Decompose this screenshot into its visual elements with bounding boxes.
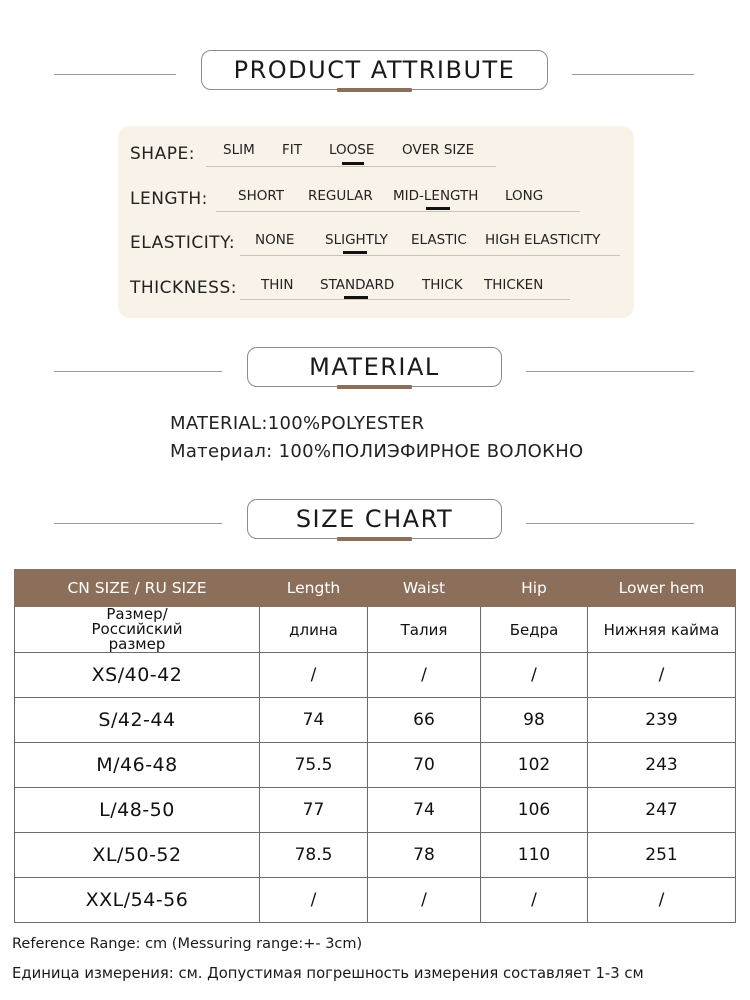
options-rule xyxy=(240,255,620,256)
table-cell: 243 xyxy=(588,743,736,788)
options-rule xyxy=(216,211,580,212)
attribute-row-length xyxy=(118,183,634,213)
attribute-option: NONE xyxy=(255,232,295,248)
table-cell: 74 xyxy=(260,698,368,743)
table-subheader-row xyxy=(15,607,736,653)
size-cell: M/46-48 xyxy=(15,743,260,788)
table-cell: / xyxy=(368,653,481,698)
attribute-label: THICKNESS: xyxy=(130,278,237,298)
header-rule-right xyxy=(526,523,694,524)
table-row xyxy=(15,878,736,923)
section-title-material: MATERIAL xyxy=(247,347,502,387)
header-rule-right xyxy=(572,74,694,75)
column-header: Hip xyxy=(481,570,588,607)
column-header: Waist xyxy=(368,570,481,607)
table-cell: / xyxy=(588,653,736,698)
reference-range-note: Reference Range: cm (Messuring range:+- 3cm) xyxy=(12,936,363,952)
table-cell: 110 xyxy=(481,833,588,878)
size-cell: XXL/54-56 xyxy=(15,878,260,923)
attribute-option: SLIM xyxy=(223,142,255,158)
column-subheader: Талия xyxy=(368,607,481,653)
attribute-row-thickness xyxy=(118,272,634,302)
table-cell: 78 xyxy=(368,833,481,878)
attribute-panel xyxy=(118,126,634,318)
table-row xyxy=(15,833,736,878)
header-rule-right xyxy=(526,371,694,372)
table-cell: 239 xyxy=(588,698,736,743)
size-cell: XS/40-42 xyxy=(15,653,260,698)
attribute-row-shape xyxy=(118,138,634,168)
attribute-option: SHORT xyxy=(238,188,284,204)
attribute-option: FIT xyxy=(282,142,302,158)
table-cell: / xyxy=(481,878,588,923)
table-cell: 106 xyxy=(481,788,588,833)
table-cell: 77 xyxy=(260,788,368,833)
section-title-attribute: PRODUCT ATTRIBUTE xyxy=(201,50,548,90)
material-ru: Материал: 100%ПОЛИЭФИРНОЕ ВОЛОКНО xyxy=(170,441,584,462)
table-cell: / xyxy=(260,653,368,698)
attribute-label: ELASTICITY: xyxy=(130,233,236,253)
table-cell: 251 xyxy=(588,833,736,878)
column-subheader-text: Размер/Российский размер xyxy=(91,605,183,653)
table-cell: 75.5 xyxy=(260,743,368,788)
attribute-option-selected: STANDARD xyxy=(320,277,395,293)
header-rule-left xyxy=(54,371,222,372)
header-accent-bar xyxy=(337,385,412,389)
size-cell: XL/50-52 xyxy=(15,833,260,878)
table-cell: 78.5 xyxy=(260,833,368,878)
options-rule xyxy=(240,299,570,300)
table-row xyxy=(15,743,736,788)
section-title-size-chart: SIZE CHART xyxy=(247,499,502,539)
selected-marker xyxy=(344,296,368,299)
attribute-option-selected: MID-LENGTH xyxy=(393,188,479,204)
section-header-size-chart xyxy=(0,493,750,553)
attribute-label: SHAPE: xyxy=(130,144,195,164)
column-subheader xyxy=(15,607,260,653)
table-cell: / xyxy=(481,653,588,698)
table-cell: / xyxy=(368,878,481,923)
attribute-option-selected: SLIGHTLY xyxy=(325,232,388,248)
attribute-option: LONG xyxy=(505,188,544,204)
table-cell: 74 xyxy=(368,788,481,833)
table-cell: 98 xyxy=(481,698,588,743)
header-accent-bar xyxy=(337,88,412,92)
options-rule xyxy=(206,166,496,167)
material-en: MATERIAL:100%POLYESTER xyxy=(170,413,425,434)
table-cell: 247 xyxy=(588,788,736,833)
attribute-option: HIGH ELASTICITY xyxy=(485,232,601,248)
column-header: CN SIZE / RU SIZE xyxy=(15,570,260,607)
size-cell: L/48-50 xyxy=(15,788,260,833)
header-accent-bar xyxy=(337,537,412,541)
table-row xyxy=(15,698,736,743)
selected-marker xyxy=(426,207,450,210)
column-header: Lower hem xyxy=(588,570,736,607)
attribute-option: ELASTIC xyxy=(411,232,467,248)
table-cell: 70 xyxy=(368,743,481,788)
table-row xyxy=(15,788,736,833)
column-subheader: Нижняя кайма xyxy=(588,607,736,653)
column-subheader: Бедра xyxy=(481,607,588,653)
table-cell: / xyxy=(260,878,368,923)
section-header-attribute xyxy=(0,44,750,104)
attribute-option-selected: LOOSE xyxy=(329,142,375,158)
attribute-option: THICK xyxy=(422,277,463,293)
header-rule-left xyxy=(54,523,222,524)
selected-marker xyxy=(342,162,364,165)
selected-marker xyxy=(343,251,367,254)
size-cell: S/42-44 xyxy=(15,698,260,743)
table-row xyxy=(15,653,736,698)
column-header: Length xyxy=(260,570,368,607)
attribute-option: THICKEN xyxy=(484,277,544,293)
table-cell: 102 xyxy=(481,743,588,788)
column-subheader: длина xyxy=(260,607,368,653)
section-header-material xyxy=(0,341,750,401)
attribute-row-elasticity xyxy=(118,227,634,257)
table-header-row xyxy=(15,570,736,607)
table-cell: 66 xyxy=(368,698,481,743)
header-rule-left xyxy=(54,74,176,75)
attribute-option: THIN xyxy=(261,277,294,293)
measurement-note-ru: Единица измерения: см. Допустимая погрешность измерения составляет 1-3 см xyxy=(12,965,644,982)
attribute-option: OVER SIZE xyxy=(402,142,475,158)
size-chart-table xyxy=(14,569,736,923)
table-cell: / xyxy=(588,878,736,923)
attribute-label: LENGTH: xyxy=(130,189,208,209)
attribute-option: REGULAR xyxy=(308,188,373,204)
